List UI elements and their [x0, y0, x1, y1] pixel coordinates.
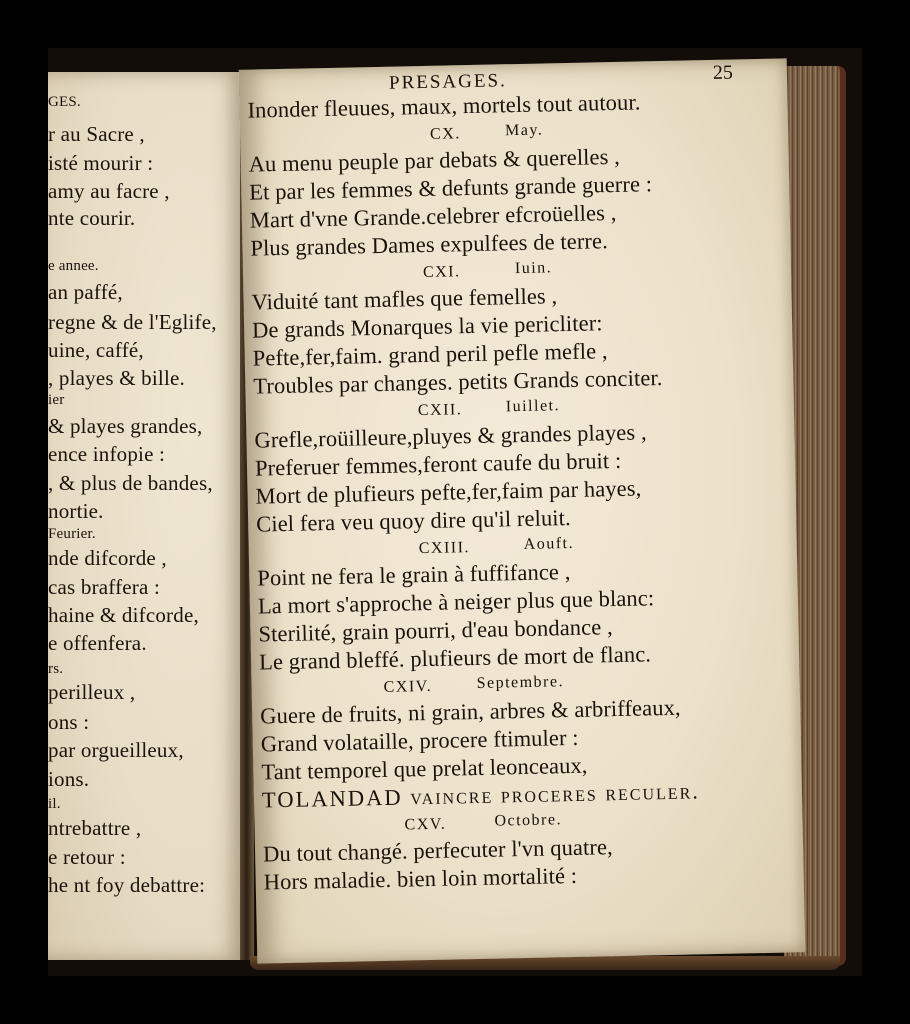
left-line: ence infopie : [48, 442, 166, 466]
verse-line: Grefle,roüilleure,pluyes & grandes playes , [254, 419, 647, 453]
verse-line: Preferuer femmes,feront caufe du bruit : [254, 447, 622, 481]
left-page [48, 72, 248, 960]
stanza-number: CXV. [404, 815, 447, 834]
verse-line: Inonder fleuues, maux, mortels tout autour. [247, 89, 641, 123]
right-page [239, 58, 806, 963]
left-line: isté mourir : [48, 151, 154, 175]
left-line: ons : [48, 710, 90, 734]
verse-line: Au menu peuple par debats & querelles , [248, 143, 621, 177]
verse-line: Guere de fruits, ni grain, arbres & arbriffeaux, [259, 694, 681, 729]
verse-line: Tant temporel que prelat leonceaux, [261, 752, 588, 785]
left-line: regne & de l'Eglife, [48, 310, 217, 334]
left-line: il. [48, 796, 61, 812]
left-line: par orgueilleux, [48, 738, 184, 762]
left-line: nde difcorde , [48, 546, 167, 570]
verse-line: Viduité tant mafles que femelles , [251, 283, 558, 315]
left-line: ions. [48, 767, 90, 791]
stanza-number: CXI. [422, 263, 461, 282]
verse-line: Grand volataille, procere ftimuler : [260, 724, 579, 757]
verse-line: La mort s'approche à neiger plus que blanc: [257, 585, 655, 619]
stanza-month: Septembre. [476, 673, 565, 692]
verse-line: Pefte,fer,faim. grand peril pefle mefle , [252, 338, 608, 371]
left-line: , & plus de bandes, [48, 471, 213, 495]
stanza-month: Iuillet. [505, 397, 561, 416]
verse-line: Mort de plufieurs pefte,fer,faim par hayes, [255, 475, 642, 509]
left-line: he nt foy debattre: [48, 873, 206, 897]
left-line: , playes & bille. [48, 366, 185, 390]
running-header: PRESAGES. [388, 70, 507, 94]
left-line: uine, caffé, [48, 338, 144, 362]
left-line: Feurier. [48, 526, 96, 542]
stanza-number: CXIII. [418, 539, 471, 558]
left-page-text [48, 72, 246, 960]
left-line: e retour : [48, 845, 126, 869]
verse-line: Sterilité, grain pourri, d'eau bondance , [258, 614, 613, 647]
stanza-month: May. [504, 121, 544, 140]
verse-line: TOLANDAD vaincre proceres reculer. [261, 778, 701, 813]
left-line: GES. [48, 94, 81, 110]
verse-line: Troubles par changes. petits Grands conciter. [253, 365, 663, 399]
left-line: amy au facre , [48, 179, 170, 203]
left-line: perilleux , [48, 680, 136, 704]
left-line: cas braffera : [48, 575, 161, 599]
left-line: rs. [48, 661, 64, 677]
verse-line: Ciel fera veu quoy dire qu'il reluit. [255, 504, 571, 537]
stanza-number: CXII. [417, 401, 463, 420]
verse-line: De grands Monarques la vie pericliter: [251, 310, 603, 343]
stanza-number: CXIV. [383, 677, 433, 696]
stanza-month: Octobre. [494, 811, 563, 830]
verse-line: Point ne fera le grain à fuffifance , [257, 559, 571, 591]
left-line: & playes grandes, [48, 414, 203, 438]
stanza-month: Iuin. [514, 259, 553, 278]
stanza-month: Aouft. [523, 534, 575, 553]
left-line: an paffé, [48, 280, 123, 304]
left-line: ntrebattre , [48, 816, 142, 840]
left-line: e offenfera. [48, 631, 147, 655]
right-page-text [239, 58, 806, 963]
verse-line: Le grand bleffé. plufieurs de mort de flanc. [258, 641, 652, 675]
left-line: nortie. [48, 499, 104, 523]
stanza-number: CX. [429, 125, 461, 143]
verse-line: Du tout changé. perfecuter l'vn quatre, [262, 834, 613, 867]
left-line: haine & difcorde, [48, 603, 199, 627]
verse-line: Hors maladie. bien loin mortalité : [263, 862, 578, 895]
left-line: nte courir. [48, 206, 136, 230]
left-line: r au Sacre , [48, 122, 145, 146]
verse-line: Plus grandes Dames expulfees de terre. [250, 228, 609, 261]
verse-line: Mart d'vne Grande.celebrer efcroüelles , [249, 199, 617, 233]
page-number: 25 [712, 61, 734, 84]
left-line: e annee. [48, 258, 99, 274]
left-line: ier [48, 392, 65, 408]
verse-line: Et par les femmes & defunts grande guerre : [249, 171, 653, 205]
